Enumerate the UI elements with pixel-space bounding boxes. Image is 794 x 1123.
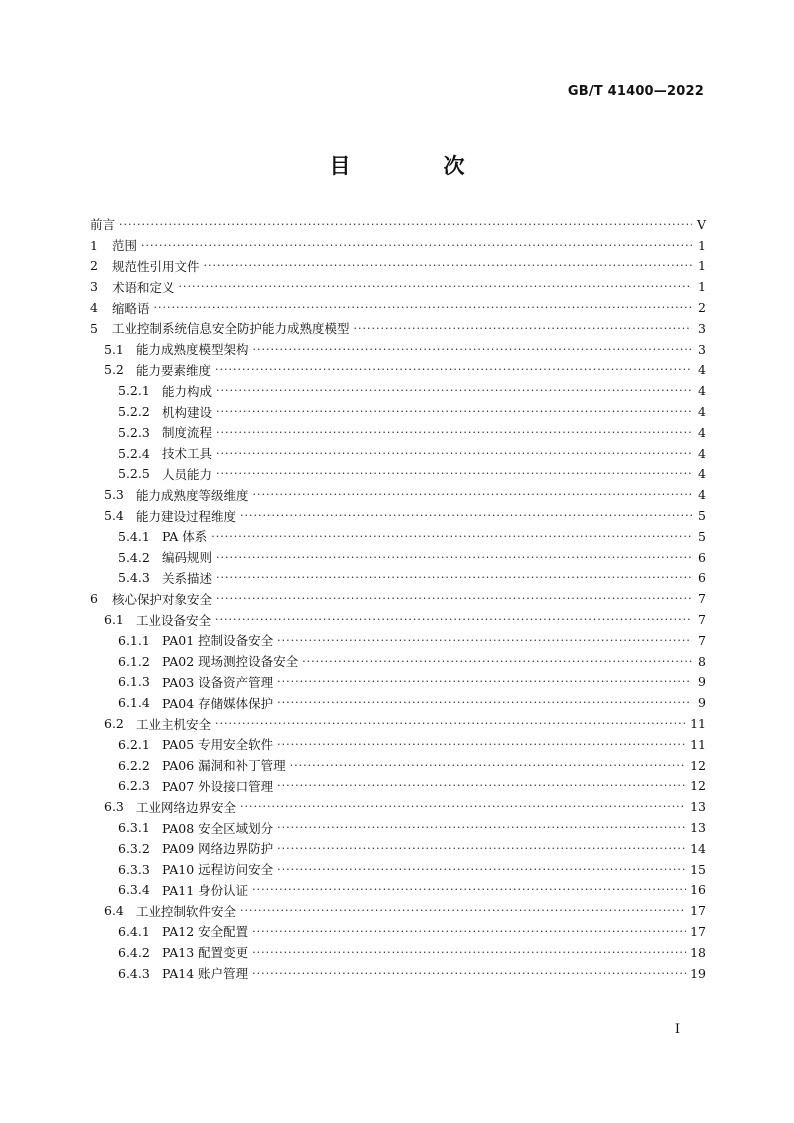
toc-entry[interactable] [90, 464, 706, 485]
toc-entry[interactable] [90, 256, 706, 277]
toc-entry-label: PA02 现场测控设备安全 [162, 654, 299, 670]
toc-entry-label: 缩略语 [112, 300, 150, 316]
toc-leader-dots [211, 530, 692, 543]
toc-entry-label: 能力构成 [162, 383, 213, 399]
toc-leader-dots [215, 363, 692, 376]
toc-entry-number: 5.4.3 [118, 570, 150, 586]
toc-entry[interactable] [90, 235, 706, 256]
toc-entry[interactable] [90, 547, 706, 568]
toc-entry[interactable] [90, 796, 706, 817]
toc-entry-page: 7 [698, 612, 706, 628]
toc-entry-number: 6.4 [104, 903, 124, 919]
toc-leader-dots [216, 571, 692, 584]
toc-entry-page: 4 [698, 383, 706, 399]
toc-entry-label: PA07 外设接口管理 [162, 778, 274, 794]
toc-leader-dots [277, 821, 686, 834]
toc-entry-page: 4 [698, 404, 706, 420]
toc-entry[interactable] [90, 360, 706, 381]
toc-entry-page: 1 [698, 237, 706, 253]
toc-entry-label: PA13 配置变更 [162, 945, 249, 961]
toc-entry[interactable] [90, 630, 706, 651]
toc-entry[interactable] [90, 568, 706, 589]
toc-entry-page: 7 [698, 632, 706, 648]
toc-entry-label: 工业控制软件安全 [136, 903, 237, 919]
toc-entry-page: 4 [698, 466, 706, 482]
toc-leader-dots [252, 883, 686, 896]
toc-entry[interactable] [90, 755, 706, 776]
toc-entry[interactable] [90, 297, 706, 318]
toc-entry-number: 5.2.5 [118, 466, 150, 482]
toc-leader-dots [302, 655, 692, 668]
toc-entry-number: 6.4.1 [118, 923, 150, 939]
toc-entry[interactable] [90, 276, 706, 297]
toc-entry-number: 6.2 [104, 716, 124, 732]
toc-entry-number: 5.4 [104, 508, 124, 524]
toc-entry-number: 5.1 [104, 341, 124, 357]
toc-entry-page: 5 [698, 528, 706, 544]
toc-entry-page: 4 [698, 424, 706, 440]
toc-entry-number: 4 [90, 300, 98, 316]
toc-entry[interactable] [90, 380, 706, 401]
toc-entry[interactable] [90, 214, 706, 235]
toc-entry-page: 4 [698, 487, 706, 503]
toc-entry-page: 14 [690, 840, 706, 856]
table-of-contents [90, 214, 706, 983]
toc-entry[interactable] [90, 505, 706, 526]
toc-entry-number: 6.4.2 [118, 944, 150, 960]
toc-entry-page: 11 [690, 736, 706, 752]
toc-entry-label: PA06 漏洞和补丁管理 [162, 758, 286, 774]
toc-leader-dots [253, 488, 692, 501]
toc-entry-page: 13 [690, 799, 706, 815]
toc-entry-number: 6.1 [104, 612, 124, 628]
toc-entry-label: 关系描述 [162, 570, 213, 586]
toc-entry-number: 5.3 [104, 487, 124, 503]
toc-entry-number: 6.1.2 [118, 653, 150, 669]
toc-entry-label: 前言 [90, 217, 116, 233]
toc-leader-dots [277, 634, 692, 647]
toc-entry[interactable] [90, 339, 706, 360]
toc-entry-label: 技术工具 [162, 446, 213, 462]
toc-entry-label: PA12 安全配置 [162, 924, 249, 940]
toc-entry-number: 5.2.1 [118, 383, 150, 399]
toc-entry-number: 6.1.1 [118, 632, 150, 648]
toc-leader-dots [216, 405, 692, 418]
toc-entry-number: 6.2.3 [118, 778, 150, 794]
page-number: I [674, 1022, 680, 1037]
toc-entry-label: 工业网络边界安全 [136, 799, 237, 815]
toc-entry-page: 12 [690, 778, 706, 794]
toc-entry-page: 3 [698, 341, 706, 357]
toc-entry-page: 9 [698, 674, 706, 690]
toc-leader-dots [240, 800, 686, 813]
toc-entry-label: PA05 专用安全软件 [162, 737, 274, 753]
toc-entry-label: 范围 [112, 238, 138, 254]
toc-leader-dots [354, 322, 692, 335]
toc-entry-number: 6.3 [104, 799, 124, 815]
toc-entry-label: PA14 账户管理 [162, 966, 249, 982]
toc-entry-page: 3 [698, 320, 706, 336]
toc-entry[interactable] [90, 817, 706, 838]
toc-entry-page: 18 [690, 944, 706, 960]
toc-entry-page: 11 [690, 716, 706, 732]
toc-leader-dots [277, 842, 686, 855]
toc-entry-page: 8 [698, 653, 706, 669]
toc-entry[interactable] [90, 963, 706, 984]
toc-leader-dots [216, 447, 692, 460]
toc-leader-dots [277, 779, 686, 792]
toc-entry[interactable] [90, 713, 706, 734]
toc-entry-number: 6.3.2 [118, 840, 150, 856]
toc-leader-dots [179, 280, 692, 293]
page-title: 目 次 [329, 153, 501, 178]
toc-entry[interactable] [90, 443, 706, 464]
toc-entry-number: 1 [90, 237, 98, 253]
toc-entry-number: 2 [90, 258, 98, 274]
toc-entry-number: 6.4.3 [118, 965, 150, 981]
toc-entry-number: 5.2.3 [118, 424, 150, 440]
toc-leader-dots [277, 675, 692, 688]
toc-entry-label: PA11 身份认证 [162, 882, 249, 898]
standard-code: GB/T 41400—2022 [567, 84, 704, 99]
toc-entry-page: 17 [690, 923, 706, 939]
toc-entry-label: 术语和定义 [112, 279, 175, 295]
toc-entry-page: 6 [698, 549, 706, 565]
toc-entry-page: 1 [698, 279, 706, 295]
toc-entry-number: 5.4.2 [118, 549, 150, 565]
toc-entry-page: 4 [698, 445, 706, 461]
toc-entry-page: 2 [698, 300, 706, 316]
toc-entry-page: 15 [690, 861, 706, 877]
toc-entry-label: PA10 远程访问安全 [162, 862, 274, 878]
toc-leader-dots [215, 613, 692, 626]
toc-entry-label: 能力成熟度等级维度 [136, 487, 249, 503]
toc-leader-dots [216, 467, 692, 480]
toc-entry[interactable] [90, 880, 706, 901]
toc-leader-dots [252, 925, 686, 938]
toc-entry-label: 核心保护对象安全 [112, 591, 213, 607]
toc-leader-dots [204, 259, 692, 272]
toc-entry-number: 6.3.3 [118, 861, 150, 877]
toc-entry[interactable] [90, 526, 706, 547]
toc-leader-dots [216, 384, 692, 397]
toc-leader-dots [216, 551, 692, 564]
toc-entry-page: 16 [690, 882, 706, 898]
toc-entry-page: 19 [690, 965, 706, 981]
toc-entry[interactable] [90, 900, 706, 921]
toc-entry[interactable] [90, 672, 706, 693]
toc-leader-dots [215, 717, 686, 730]
toc-leader-dots [277, 738, 686, 751]
toc-leader-dots [253, 343, 692, 356]
toc-entry-number: 6.2.2 [118, 757, 150, 773]
toc-entry-page: V [696, 216, 706, 232]
toc-entry[interactable] [90, 318, 706, 339]
toc-entry-number: 6.2.1 [118, 736, 150, 752]
toc-entry-label: 人员能力 [162, 466, 213, 482]
toc-entry-label: 机构建设 [162, 404, 213, 420]
toc-entry-number: 6.1.3 [118, 674, 150, 690]
toc-entry-label: PA01 控制设备安全 [162, 633, 274, 649]
toc-entry-label: 能力建设过程维度 [136, 508, 237, 524]
toc-entry-number: 5 [90, 320, 98, 336]
toc-leader-dots [252, 967, 686, 980]
toc-leader-dots [252, 946, 686, 959]
toc-entry-page: 13 [690, 820, 706, 835]
toc-entry[interactable] [90, 484, 706, 505]
toc-entry-label: 工业设备安全 [136, 612, 212, 628]
toc-entry[interactable] [90, 734, 706, 755]
toc-entry-label: PA03 设备资产管理 [162, 674, 274, 690]
toc-entry-page: 12 [690, 757, 706, 773]
toc-entry[interactable] [90, 609, 706, 630]
toc-entry-number: 5.4.1 [118, 528, 150, 544]
toc-entry-label: PA09 网络边界防护 [162, 841, 274, 857]
toc-entry[interactable] [90, 692, 706, 713]
toc-entry-label: PA 体系 [162, 529, 208, 545]
toc-entry-label: 能力要素维度 [136, 362, 212, 378]
toc-entry-number: 6.3.1 [118, 820, 150, 835]
toc-entry-page: 9 [698, 695, 706, 711]
toc-leader-dots [141, 239, 692, 252]
toc-entry[interactable] [90, 921, 706, 942]
toc-entry-label: PA04 存储媒体保护 [162, 695, 274, 711]
toc-leader-dots [277, 863, 686, 876]
toc-entry-label: 制度流程 [162, 425, 213, 441]
toc-leader-dots [240, 509, 692, 522]
toc-entry-label: 能力成熟度模型架构 [136, 342, 249, 358]
toc-entry[interactable] [90, 942, 706, 963]
toc-entry-page: 17 [690, 903, 706, 919]
toc-leader-dots [240, 904, 686, 917]
toc-leader-dots [154, 301, 692, 314]
toc-entry-label: 工业主机安全 [136, 716, 212, 732]
toc-entry[interactable] [90, 776, 706, 797]
toc-entry-number: 3 [90, 279, 98, 295]
toc-entry[interactable] [90, 422, 706, 443]
toc-entry[interactable] [90, 651, 706, 672]
toc-entry-number: 6.3.4 [118, 882, 150, 898]
toc-entry-page: 4 [698, 362, 706, 378]
toc-entry-page: 6 [698, 570, 706, 586]
toc-leader-dots [277, 696, 692, 709]
toc-entry[interactable] [90, 401, 706, 422]
toc-entry[interactable] [90, 838, 706, 859]
toc-entry-page: 7 [698, 591, 706, 607]
toc-leader-dots [216, 592, 692, 605]
toc-entry[interactable] [90, 588, 706, 609]
toc-leader-dots [216, 426, 692, 439]
toc-entry[interactable] [90, 859, 706, 880]
toc-leader-dots [290, 759, 686, 772]
toc-entry-number: 5.2.2 [118, 404, 150, 420]
toc-entry-label: 工业控制系统信息安全防护能力成熟度模型 [112, 321, 350, 337]
toc-entry-number: 6 [90, 591, 98, 607]
toc-entry-label: 规范性引用文件 [112, 258, 200, 274]
toc-entry-number: 5.2 [104, 362, 124, 378]
toc-entry-page: 1 [698, 258, 706, 274]
toc-entry-number: 6.1.4 [118, 695, 150, 711]
toc-entry-number: 5.2.4 [118, 445, 150, 461]
toc-leader-dots [119, 218, 692, 231]
toc-entry-label: PA08 安全区域划分 [162, 820, 274, 836]
toc-entry-page: 5 [698, 508, 706, 524]
toc-entry-label: 编码规则 [162, 550, 213, 566]
